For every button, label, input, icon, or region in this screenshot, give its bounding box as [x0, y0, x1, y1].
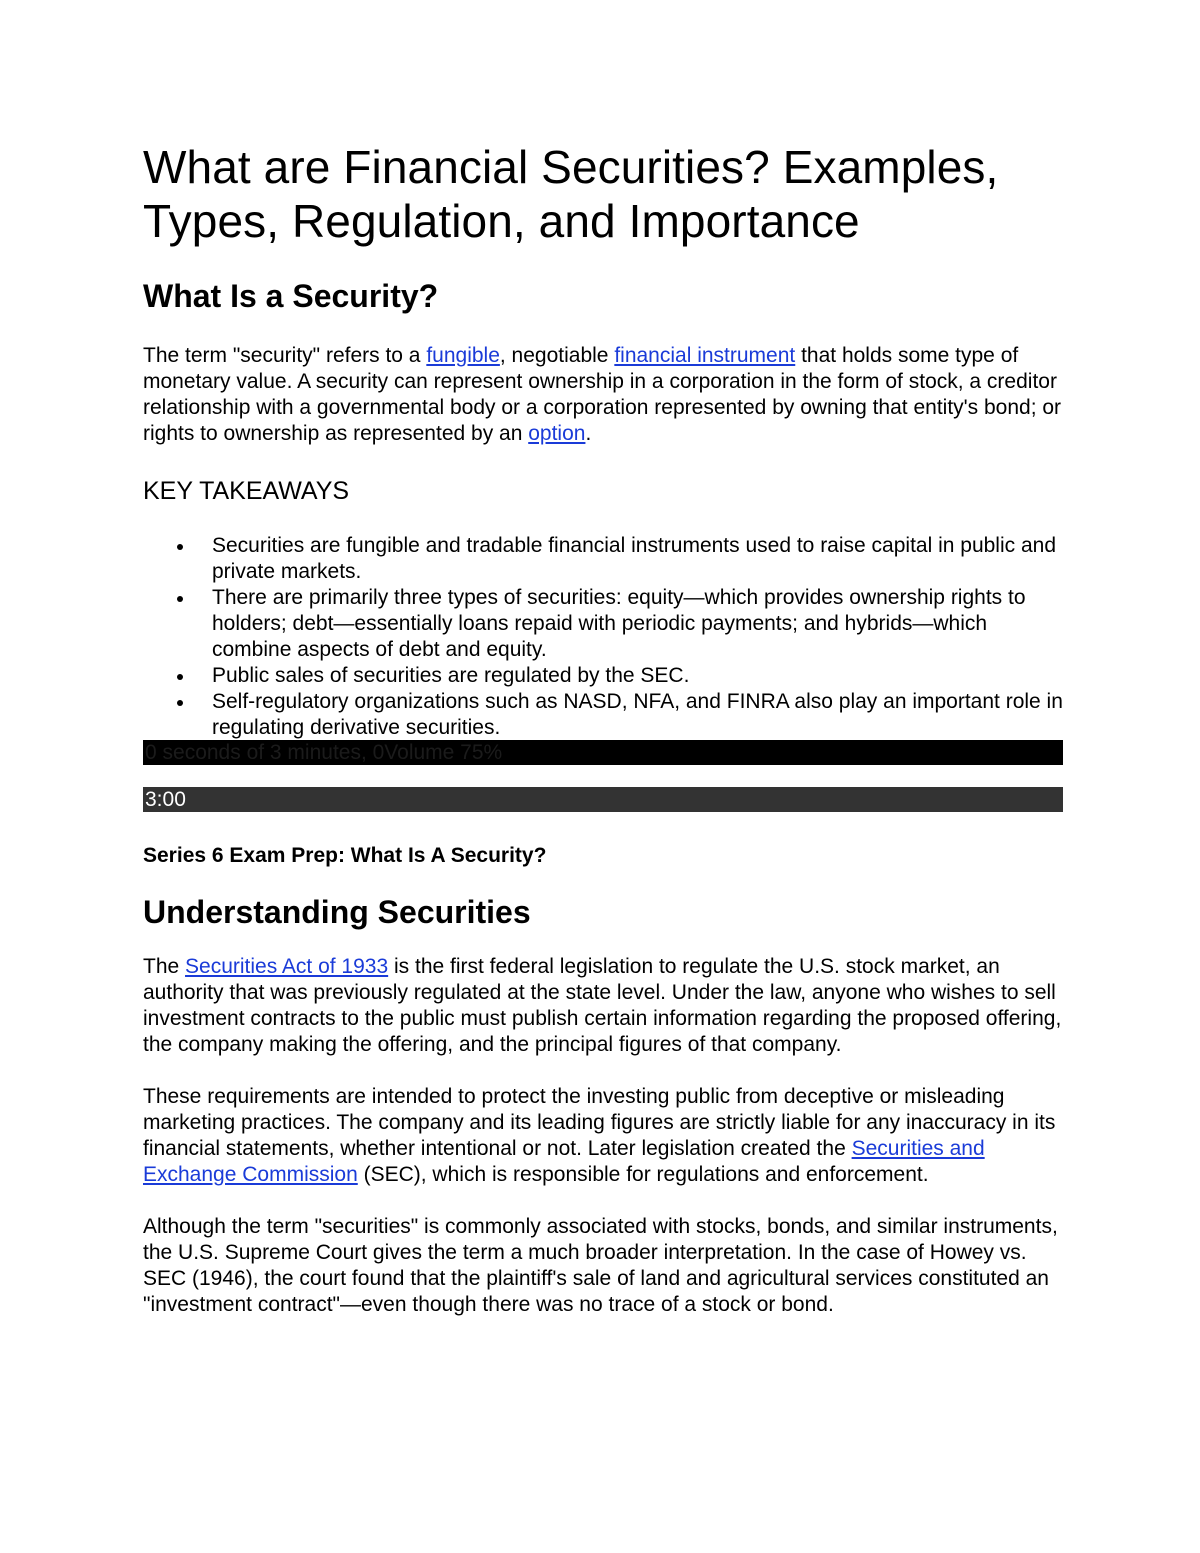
text-run: (SEC), which is responsible for regulations and enforcement. — [357, 1163, 929, 1186]
text-run: The — [143, 955, 186, 978]
video-caption: Series 6 Exam Prep: What Is A Security? — [143, 844, 547, 867]
list-item: Public sales of securities are regulated by the SEC. — [212, 663, 1063, 689]
text-run: , negotiable — [499, 344, 615, 367]
video-duration-bar[interactable]: 3:00 — [143, 787, 1063, 812]
text-run: . — [585, 422, 592, 445]
key-takeaways-heading: KEY TAKEAWAYS — [143, 477, 350, 505]
understanding-paragraph-1 — [143, 954, 1063, 1058]
link-securities-act-1933[interactable]: Securities Act of 1933 — [185, 955, 389, 978]
list-item: Self-regulatory organizations such as NASD, NFA, and FINRA also play an important role in regulating derivative securities. — [212, 690, 1063, 739]
key-takeaways-list — [143, 533, 1063, 741]
intro-paragraph — [143, 343, 1063, 447]
section-heading-understanding-securities: Understanding Securities — [143, 894, 531, 930]
text-run: The term "security" refers to a — [143, 344, 427, 367]
text-run: that holds some type of monetary value. A security can represent ownership in a corporation in the form of stock, a creditor relationship with a governmental body or a corporation represented by owning that entity's bond; or rights to ownership as represented by an — [143, 344, 1062, 445]
page-title: What are Financial Securities? Examples, Types, Regulation, and Importance — [143, 141, 999, 247]
document-content — [143, 140, 1063, 1318]
understanding-paragraph-3: Although the term "securities" is commonly associated with stocks, bonds, and similar instruments, the U.S. Supreme Court gives the term a much broader interpretation. In the case of Howey vs. SEC (1946), the court found that the plaintiff's sale of land and agricultural services constituted an "investment contract"—even though there was no trace of a stock or bond. — [143, 1215, 1058, 1316]
video-progress-bar[interactable]: 0 seconds of 3 minutes, 0Volume 75% — [143, 740, 1063, 765]
list-item: Securities are fungible and tradable financial instruments used to raise capital in public and private markets. — [212, 533, 1063, 585]
section-heading-what-is-security: What Is a Security? — [143, 278, 439, 314]
link-option[interactable]: option — [528, 422, 586, 445]
link-fungible[interactable]: fungible — [426, 344, 500, 367]
text-run: These requirements are intended to protect the investing public from deceptive or misleading marketing practices. The company and its leading figures are strictly liable for any inaccuracy in its financial statements, whether intentional or not. Later legislation created the — [143, 1085, 1056, 1160]
text-run: is the first federal legislation to regulate the U.S. stock market, an authority that was previously regulated at the state level. Under the law, anyone who wishes to sell investment contracts to the public must publish certain information regarding the proposed offering, the company making the offering, and the principal figures of that company. — [143, 955, 1062, 1056]
link-sec[interactable]: Securities and Exchange Commission — [143, 1137, 985, 1186]
understanding-paragraph-2 — [143, 1084, 1063, 1188]
list-item: There are primarily three types of securities: equity—which provides ownership rights to holders; debt—essentially loans repaid with periodic payments; and hybrids—which combine aspects of debt and equity. — [212, 585, 1063, 663]
link-financial-instrument[interactable]: financial instrument — [614, 344, 796, 367]
